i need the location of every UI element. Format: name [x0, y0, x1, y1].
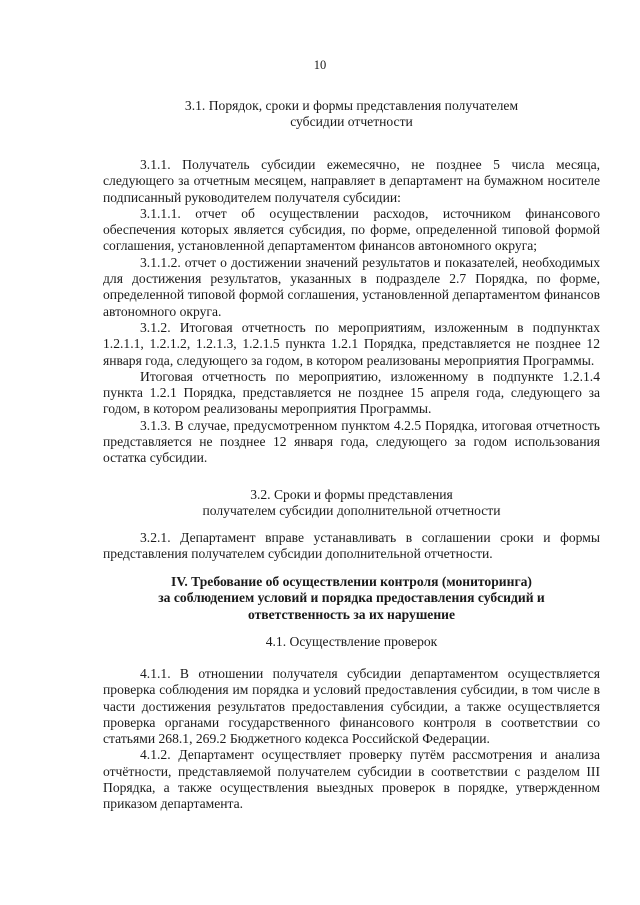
paragraph-3-1-1: 3.1.1. Получатель субсидии ежемесячно, не позднее 5 числа месяца, следующего за отчетным месяцем, направляет в департамент на бумажном носителе подписанный руководителем получателя субсидии:	[103, 157, 600, 205]
section-3-1-body	[103, 157, 600, 467]
section-3-1-title-line2: субсидии отчетности	[290, 114, 413, 130]
section-3-1-title-line1: 3.1. Порядок, сроки и формы представления получателем	[184, 98, 519, 113]
section-3-2-body	[103, 530, 600, 563]
paragraph-3-1-1-1: 3.1.1.1. отчет об осуществлении расходов, источником финансового обеспечения которых является субсидия, по форме, определенной типовой формой соглашения, установленной департаментом финансов автономного округа;	[103, 205, 600, 254]
section-3-2-title	[103, 487, 600, 520]
section-3-1-title	[103, 98, 600, 131]
page-number: 10	[313, 58, 327, 72]
section-3-2-title-line2: получателем субсидии дополнительной отчетности	[202, 503, 501, 519]
paragraph-4-1-2: 4.1.2. Департамент осуществляет проверку путём рассмотрения и анализа отчётности, представляемой получателем субсидии в соответствии с разделом III Порядка, а также осуществления выездных проверок в порядке, утвержденном приказом департамента.	[103, 747, 600, 812]
chapter-4-title-line2: за соблюдением условий и порядка предоставления субсидий и	[158, 590, 545, 606]
section-3-2-title-line1: 3.2. Сроки и формы представления	[250, 487, 453, 502]
section-4-1-body	[103, 666, 600, 813]
paragraph-3-1-2: 3.1.2. Итоговая отчетность по мероприятиям, изложенным в подпунктах 1.2.1.1, 1.2.1.2, 1.2.1.3, 1.2.1.5 пункта 1.2.1 Порядка, представляется не позднее 12 января года, следующего за годом, в котором реализованы мероприятия Программы.	[103, 319, 600, 368]
chapter-4-title	[103, 574, 600, 623]
paragraph-3-1-3: 3.1.3. В случае, предусмотренном пунктом 4.2.5 Порядка, итоговая отчетность представляется не позднее 12 января года, следующего за годом использования остатка субсидии.	[103, 417, 600, 466]
section-4-1-title-line: 4.1. Осуществление проверок	[265, 634, 438, 649]
paragraph-3-1-2b: Итоговая отчетность по мероприятию, изложенному в подпункте 1.2.1.4 пункта 1.2.1 Порядка, представляется не позднее 15 апреля года, следующего за годом, в котором реализованы мероприятия Программы.	[103, 368, 600, 417]
section-4-1-title	[103, 634, 600, 650]
paragraph-3-2-1: 3.2.1. Департамент вправе устанавливать в соглашении сроки и формы представления получателем субсидии дополнительной отчетности.	[103, 530, 600, 562]
paragraph-3-1-1-2: 3.1.1.2. отчет о достижении значений результатов и показателей, необходимых для достижения результатов, указанных в подразделе 2.7 Порядка, по форме, определенной типовой формой соглашения, установленной департаментом финансов автономного округа.	[103, 254, 600, 319]
chapter-4-title-line1: IV. Требование об осуществлении контроля (мониторинга)	[171, 574, 532, 589]
chapter-4-title-line3: ответственность за их нарушение	[247, 606, 456, 622]
paragraph-4-1-1: 4.1.1. В отношении получателя субсидии департаментом осуществляется проверка соблюдения им порядка и условий предоставления субсидии, в том числе в части достижения результатов предоставления субсидии, а также осуществляется проверка органами государственного финансового контроля в соответствии со статьями 268.1, 269.2 Бюджетного кодекса Российской Федерации.	[103, 666, 600, 747]
